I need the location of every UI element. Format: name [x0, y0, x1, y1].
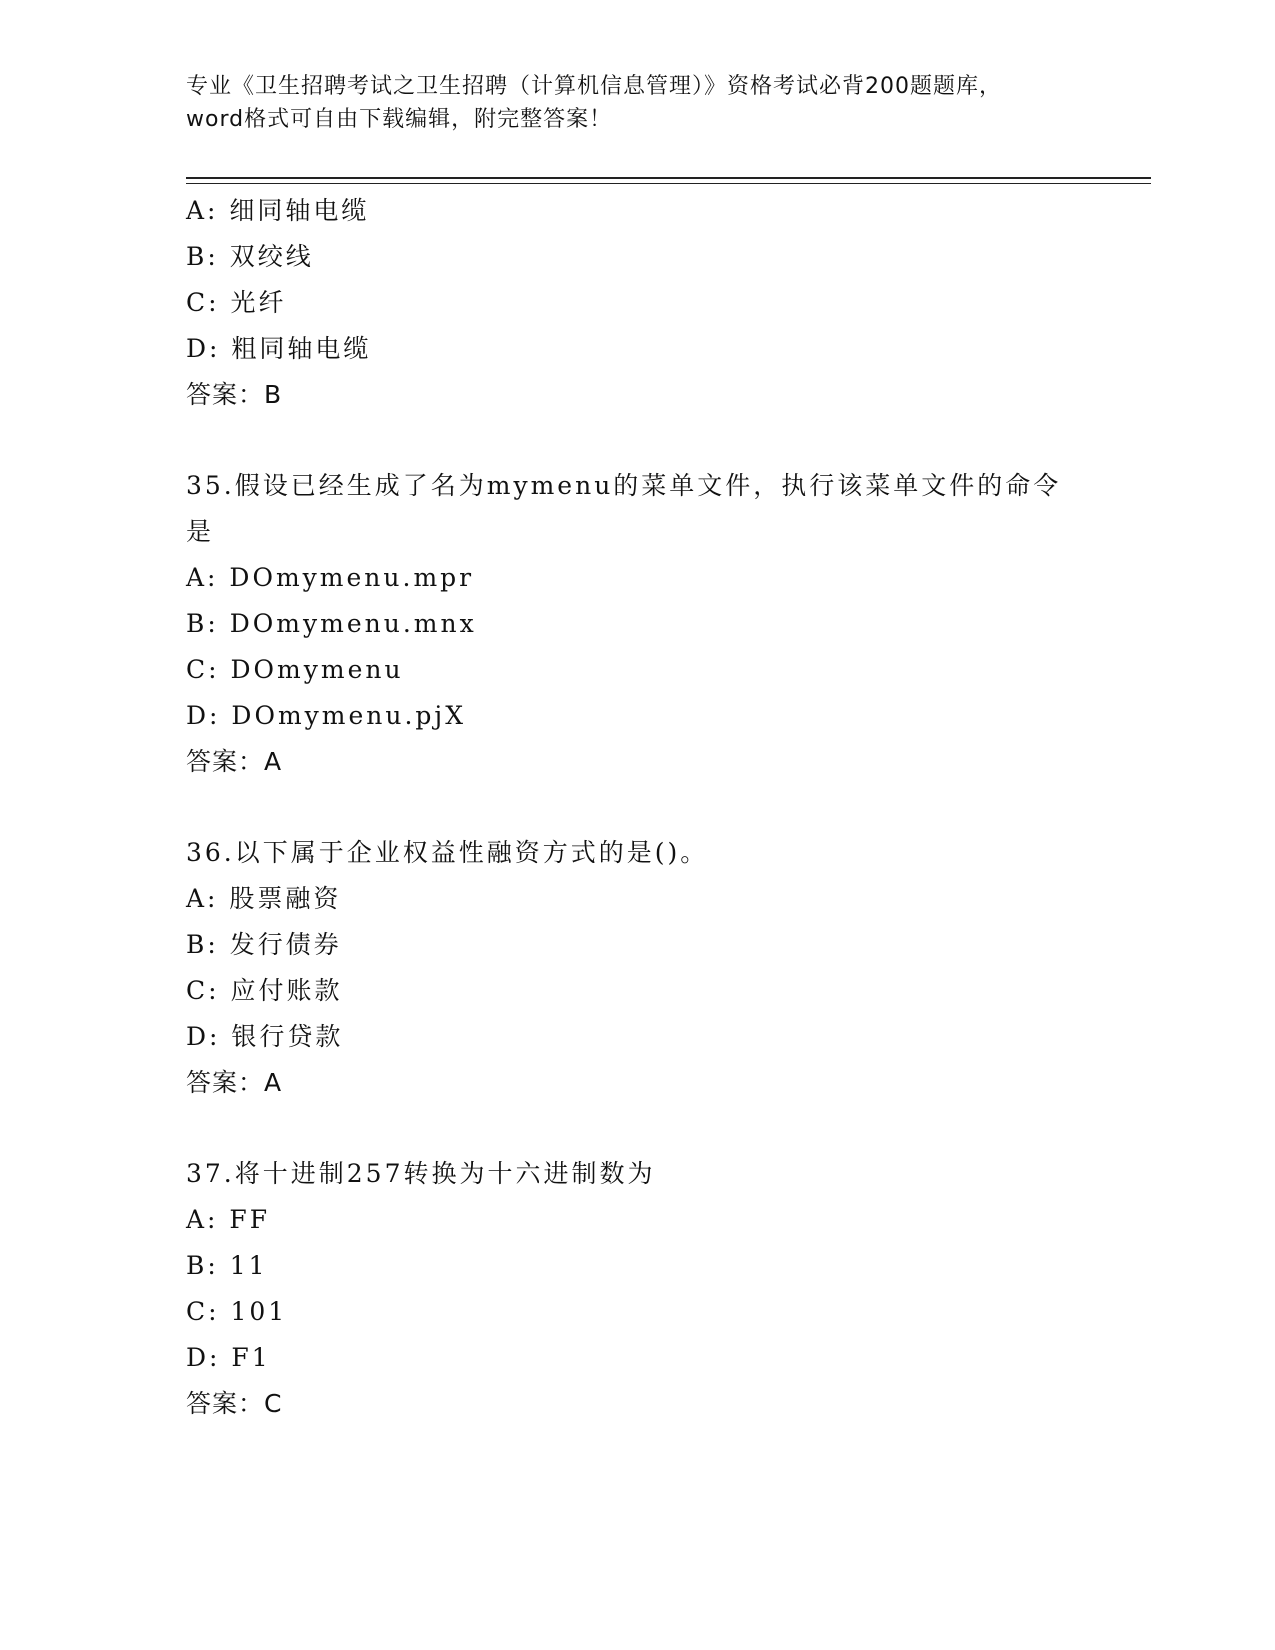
- option-d: D: F1: [186, 1343, 271, 1372]
- question-block-34: [186, 188, 1086, 418]
- header-title-line-2: word格式可自由下载编辑，附完整答案！: [186, 107, 613, 132]
- document-header: [186, 70, 1106, 136]
- option-a: A: 细同轴电缆: [186, 196, 370, 225]
- answer-line: 答案：B: [186, 380, 283, 409]
- option-c: C: 101: [186, 1297, 288, 1326]
- header-divider-thin: [186, 183, 1151, 184]
- option-c: C: 光纤: [186, 288, 287, 317]
- answer-line: 答案：C: [186, 1389, 283, 1418]
- answer-line: 答案：A: [186, 1068, 283, 1097]
- option-b: B: 11: [186, 1251, 268, 1280]
- option-d: D: 银行贷款: [186, 1022, 344, 1051]
- question-stem: 37.将十进制257转换为十六进制数为: [186, 1159, 656, 1188]
- question-list: [186, 188, 1086, 1427]
- header-divider-thick: [186, 177, 1151, 179]
- question-stem-continued: 是: [186, 517, 215, 546]
- option-a: A: FF: [186, 1205, 271, 1234]
- option-c: C: 应付账款: [186, 976, 343, 1005]
- question-stem: 35.假设已经生成了名为mymenu的菜单文件，执行该菜单文件的命令: [186, 471, 1062, 500]
- option-a: A: 股票融资: [186, 884, 342, 913]
- option-b: B: DOmymenu.mnx: [186, 609, 477, 638]
- header-title-line-1: 专业《卫生招聘考试之卫生招聘（计算机信息管理）》资格考试必背200题题库，: [186, 74, 1002, 99]
- option-d: D: DOmymenu.pjX: [186, 701, 466, 730]
- option-a: A: DOmymenu.mpr: [186, 563, 475, 592]
- option-b: B: 发行债券: [186, 930, 342, 959]
- question-stem: 36.以下属于企业权益性融资方式的是()。: [186, 838, 709, 867]
- question-block-36: [186, 830, 1086, 1106]
- question-block-35: [186, 463, 1086, 785]
- option-c: C: DOmymenu: [186, 655, 404, 684]
- spacer: [186, 1106, 1086, 1151]
- question-block-37: [186, 1151, 1086, 1427]
- option-b: B: 双绞线: [186, 242, 314, 271]
- spacer: [186, 418, 1086, 463]
- spacer: [186, 785, 1086, 830]
- option-d: D: 粗同轴电缆: [186, 334, 372, 363]
- answer-line: 答案：A: [186, 747, 283, 776]
